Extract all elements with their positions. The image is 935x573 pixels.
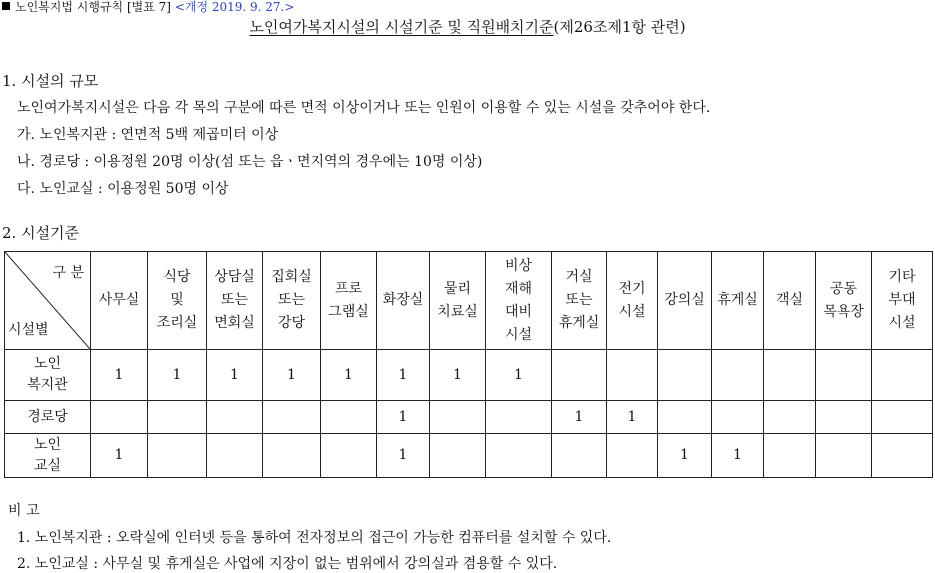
- table-cell: 1: [658, 434, 712, 478]
- table-cell: [712, 350, 764, 401]
- facility-type-line: 노인: [33, 436, 62, 453]
- note-item: 2. 노인교실 : 사무실 및 휴게실은 사업에 지장이 없는 범위에서 강의실과 겸용할 수 있다.: [17, 556, 558, 572]
- column-header: [377, 252, 430, 350]
- table-cell: 1: [321, 350, 377, 401]
- column-header: [321, 252, 377, 350]
- table-cell: 1: [607, 401, 658, 434]
- document-title: [0, 18, 935, 36]
- column-header: [816, 252, 872, 350]
- column-header-line: 사무실: [98, 292, 140, 308]
- table-cell: [712, 401, 764, 434]
- table-cell: [207, 434, 263, 478]
- column-header-line: 기타: [888, 269, 916, 285]
- table-cell: 1: [552, 401, 607, 434]
- table-cell: 1: [377, 350, 430, 401]
- column-header-line: 대비: [504, 303, 533, 320]
- table-cell: [91, 401, 148, 434]
- column-header-line: 면회실: [214, 315, 255, 331]
- column-header-line: 화장실: [382, 292, 424, 308]
- table-cell: [658, 350, 712, 401]
- table-cell: [321, 401, 377, 434]
- facility-standards-table: [4, 251, 933, 478]
- column-header-line: 강의실: [664, 292, 705, 308]
- table-cell: [816, 401, 872, 434]
- law-reference: 노인복지법 시행규칙 [별표 7]: [15, 0, 171, 14]
- corner-label-category: 구 분: [52, 265, 84, 281]
- section2-heading: 2. 시설기준: [2, 224, 80, 242]
- table-cell: 1: [263, 350, 321, 401]
- table-cell: [263, 434, 321, 478]
- table-cell: [607, 434, 658, 478]
- table-cell: 1: [207, 350, 263, 401]
- facility-type-cell: [5, 434, 91, 478]
- table-cell: [764, 401, 816, 434]
- column-header-line: 조리실: [156, 315, 198, 331]
- facility-type-cell: [5, 350, 91, 401]
- column-header-line: 휴게실: [717, 292, 758, 308]
- column-header-line: 프로: [334, 280, 363, 297]
- column-header: [607, 252, 658, 350]
- table-cell: [148, 401, 207, 434]
- table-row: [5, 434, 933, 478]
- column-header-line: 집회실: [271, 269, 312, 285]
- table-cell: [552, 350, 607, 401]
- column-header: [552, 252, 607, 350]
- column-header: [430, 252, 486, 350]
- section1-item: 다. 노인교실 : 이용정원 50명 이상: [17, 181, 229, 197]
- column-header: [263, 252, 321, 350]
- table-corner-cell: [5, 252, 91, 350]
- table-cell: [872, 401, 933, 434]
- column-header-line: 물리: [443, 280, 472, 297]
- section1-heading: 1. 시설의 규모: [2, 72, 99, 90]
- column-header: [872, 252, 933, 350]
- table-cell: [552, 434, 607, 478]
- document-header: [2, 0, 294, 14]
- table-cell: [816, 434, 872, 478]
- facility-type-cell: [5, 401, 91, 434]
- table-cell: [207, 401, 263, 434]
- table-cell: 1: [91, 434, 148, 478]
- table-cell: [764, 434, 816, 478]
- table-cell: [872, 350, 933, 401]
- column-header: [207, 252, 263, 350]
- column-header-line: 및: [170, 292, 184, 308]
- title-main: 노인여가복지시설의 시설기준 및 직원배치기준: [249, 18, 554, 36]
- column-header: [712, 252, 764, 350]
- column-header-line: 부대: [888, 292, 916, 308]
- facility-type-line: 복지관: [27, 377, 68, 393]
- column-header-line: 시설: [888, 315, 916, 331]
- black-square-icon: [2, 2, 10, 10]
- column-header-line: 시설: [618, 303, 646, 320]
- table-cell: 1: [377, 434, 430, 478]
- facility-type-line: 노인: [33, 356, 62, 372]
- table-cell: 1: [430, 350, 486, 401]
- column-header-line: 또는: [277, 292, 306, 308]
- column-header-line: 치료실: [437, 303, 478, 320]
- column-header-line: 전기: [618, 280, 646, 297]
- column-header: [658, 252, 712, 350]
- table-cell: [764, 350, 816, 401]
- section1-item: 가. 노인복지관 : 연면적 5백 제곱미터 이상: [17, 127, 279, 143]
- column-header-line: 재해: [504, 280, 533, 297]
- table-cell: [148, 434, 207, 478]
- column-header-line: 거실: [565, 269, 593, 285]
- table-cell: 1: [377, 401, 430, 434]
- table-cell: 1: [148, 350, 207, 401]
- table-cell: [607, 350, 658, 401]
- column-header-line: 그램실: [328, 303, 369, 320]
- column-header: [486, 252, 552, 350]
- column-header-line: 비상: [504, 257, 533, 274]
- column-header-line: 강당: [277, 315, 306, 331]
- revision-date: <개정 2019. 9. 27.>: [174, 0, 295, 14]
- column-header-line: 공동: [829, 280, 858, 297]
- table-cell: [263, 401, 321, 434]
- table-cell: 1: [712, 434, 764, 478]
- section1-item: 나. 경로당 : 이용정원 20명 이상(섬 또는 읍ㆍ면지역의 경우에는 10명 이상): [17, 154, 483, 170]
- column-header-line: 또는: [220, 292, 249, 308]
- column-header: [764, 252, 816, 350]
- table-cell: [430, 401, 486, 434]
- facility-type-line: 교실: [33, 457, 62, 474]
- table-row: [5, 401, 933, 434]
- table-cell: [430, 434, 486, 478]
- notes-heading: 비 고: [8, 503, 40, 519]
- column-header-line: 휴게실: [558, 315, 600, 331]
- table-cell: 1: [91, 350, 148, 401]
- column-header-line: 식당: [163, 269, 191, 285]
- corner-label-facility: 시설별: [8, 322, 49, 338]
- table-cell: [816, 350, 872, 401]
- table-cell: [872, 434, 933, 478]
- column-header-line: 상담실: [214, 269, 255, 285]
- table-cell: [321, 434, 377, 478]
- table-cell: 1: [486, 350, 552, 401]
- table-row: [5, 350, 933, 401]
- column-header-line: 목욕장: [823, 303, 864, 320]
- column-header-line: 객실: [775, 292, 804, 308]
- column-header: [148, 252, 207, 350]
- facility-type-line: 경로당: [27, 408, 68, 425]
- column-header-line: 시설: [504, 326, 533, 343]
- table-cell: [658, 401, 712, 434]
- table-cell: [486, 401, 552, 434]
- section1-intro: 노인여가복지시설은 다음 각 목의 구분에 따른 면적 이상이거나 또는 인원이 이용할 수 있는 시설을 갖추어야 한다.: [17, 100, 711, 116]
- table-cell: [486, 434, 552, 478]
- column-header: [91, 252, 148, 350]
- note-item: 1. 노인복지관 : 오락실에 인터넷 등을 통하여 전자정보의 접근이 가능한 컴퓨터를 설치할 수 있다.: [17, 530, 612, 546]
- title-reference: (제26조제1항 관련): [553, 18, 686, 36]
- column-header-line: 또는: [565, 292, 593, 308]
